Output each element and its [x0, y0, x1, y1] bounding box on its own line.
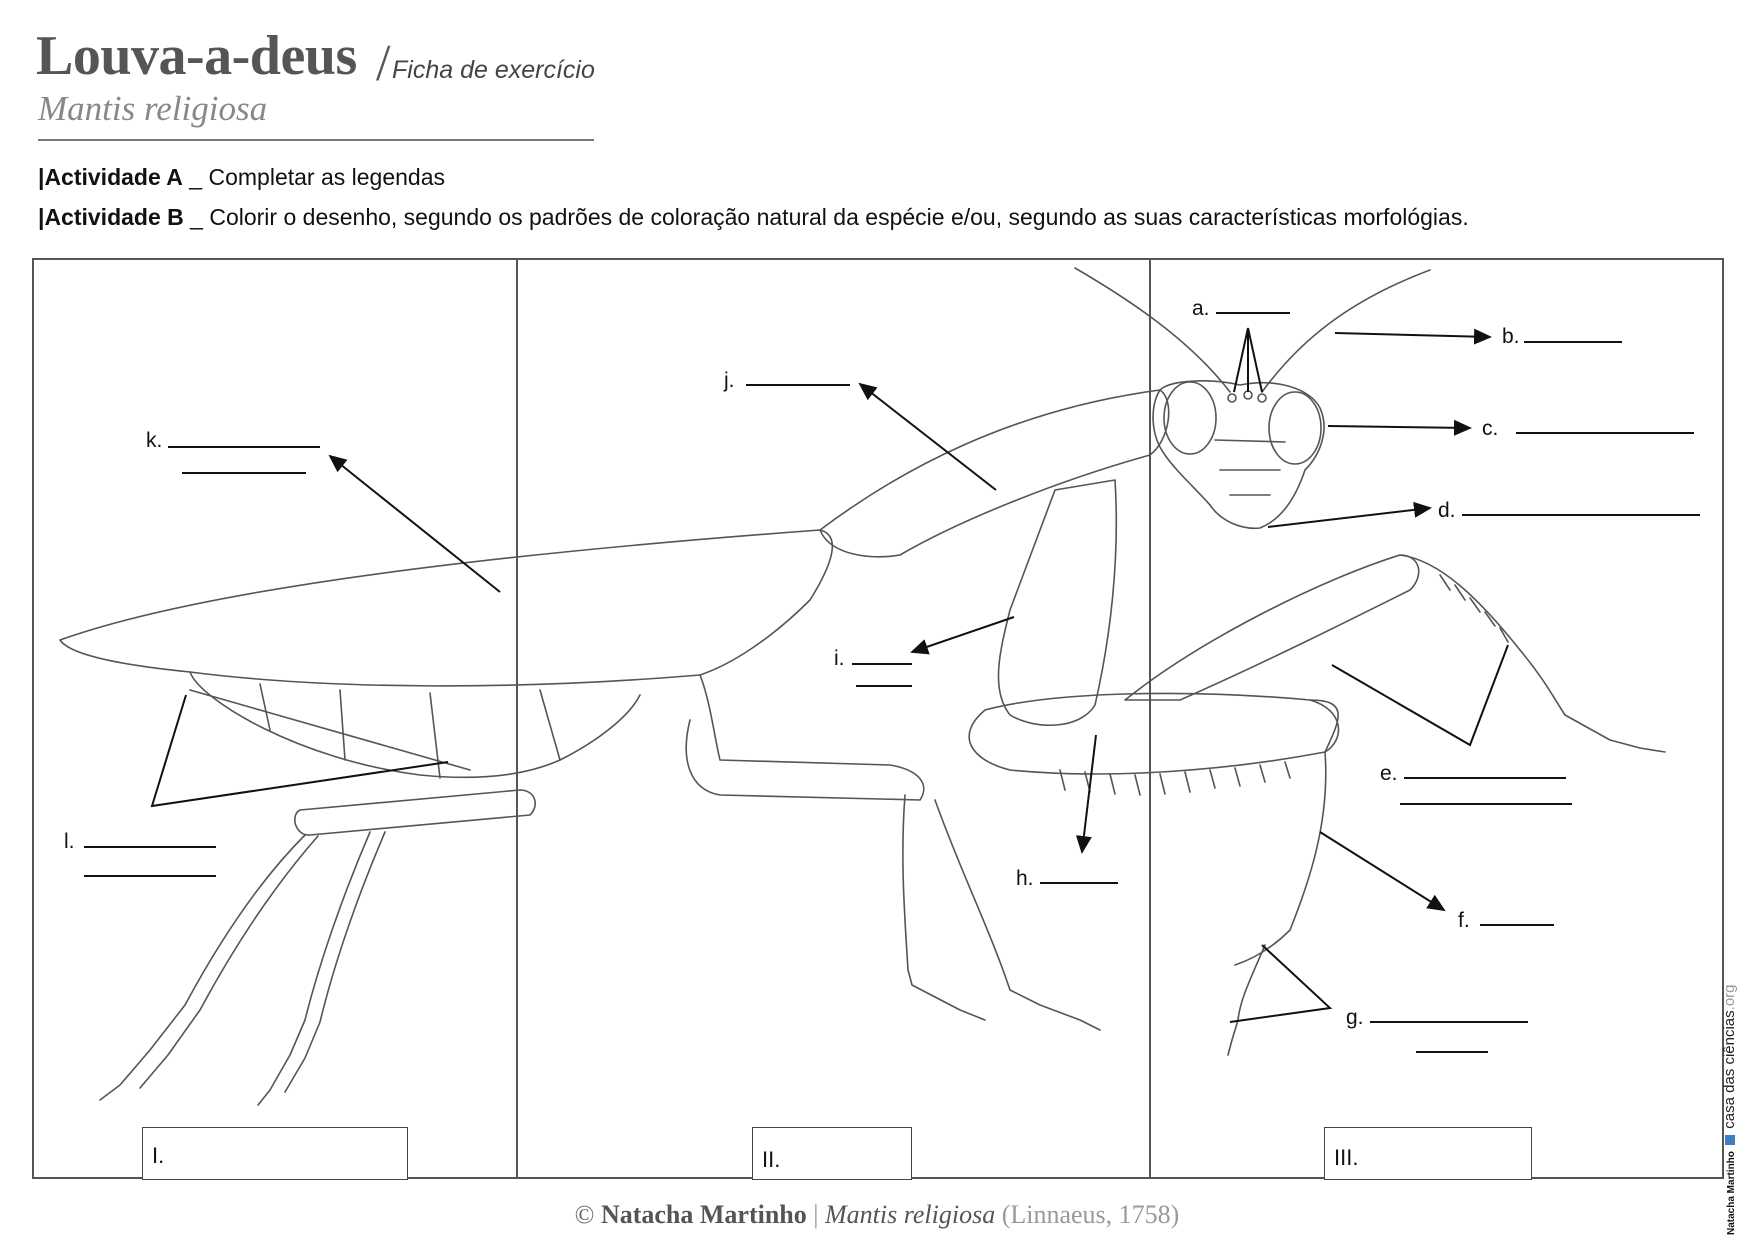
label-a: a. [1192, 297, 1210, 320]
label-e: e. [1380, 762, 1398, 785]
label-i: i. [834, 647, 845, 670]
compound-eye-left [1164, 382, 1216, 454]
compound-eye-right [1269, 392, 1321, 464]
activity-a: |Actividade A _ Completar as legendas [38, 164, 446, 190]
scientific-name: Mantis religiosa [38, 89, 268, 128]
side-credit: Natacha Martinho casa das ciências.org [1721, 984, 1738, 1235]
foreleg-raised-femur [1125, 555, 1419, 700]
label-j: j. [724, 369, 735, 392]
panel-2-number: II. [762, 1147, 781, 1172]
wing-outline [60, 530, 832, 686]
title-separator: / [376, 35, 391, 92]
panel-1-number: I. [152, 1143, 165, 1168]
hind-leg-2 [258, 832, 370, 1105]
hind-leg-1 [100, 835, 305, 1100]
brand-logo-icon [1725, 1135, 1735, 1145]
label-f: f. [1458, 909, 1470, 932]
worksheet-subtitle: Ficha de exercício [392, 56, 595, 84]
label-c: c. [1482, 417, 1499, 440]
label-g: g. [1346, 1006, 1364, 1029]
foreleg-tibia [1235, 752, 1326, 965]
antenna-right [1262, 270, 1430, 392]
worksheet-title: Louva-a-deus [36, 25, 357, 87]
activity-b: |Actividade B _ Colorir o desenho, segundo os padrões de coloração natural da espécie e/ou, segundo as suas características morfológias. [38, 204, 1469, 230]
footer-credit: © Natacha Martinho | Mantis religiosa (Linnaeus, 1758) [574, 1200, 1180, 1229]
label-l: l. [64, 830, 75, 853]
foreleg-tarsus [1228, 945, 1265, 1055]
foreleg-raised-tibia [1400, 555, 1565, 715]
foreleg-raised-tarsus [1565, 715, 1665, 752]
label-d: d. [1438, 499, 1456, 522]
panel-3-number: III. [1334, 1145, 1359, 1170]
head [1153, 381, 1324, 528]
label-k: k. [146, 429, 163, 452]
forelegs-coxa [998, 480, 1116, 725]
abdomen [190, 672, 640, 777]
label-h: h. [1016, 867, 1034, 890]
label-b: b. [1502, 325, 1520, 348]
hind-leg-femur [295, 790, 535, 835]
antenna-left [1075, 268, 1230, 392]
foreleg-femur [969, 693, 1338, 774]
middle-leg [686, 675, 924, 800]
panel-1-name-box[interactable] [142, 1127, 408, 1180]
